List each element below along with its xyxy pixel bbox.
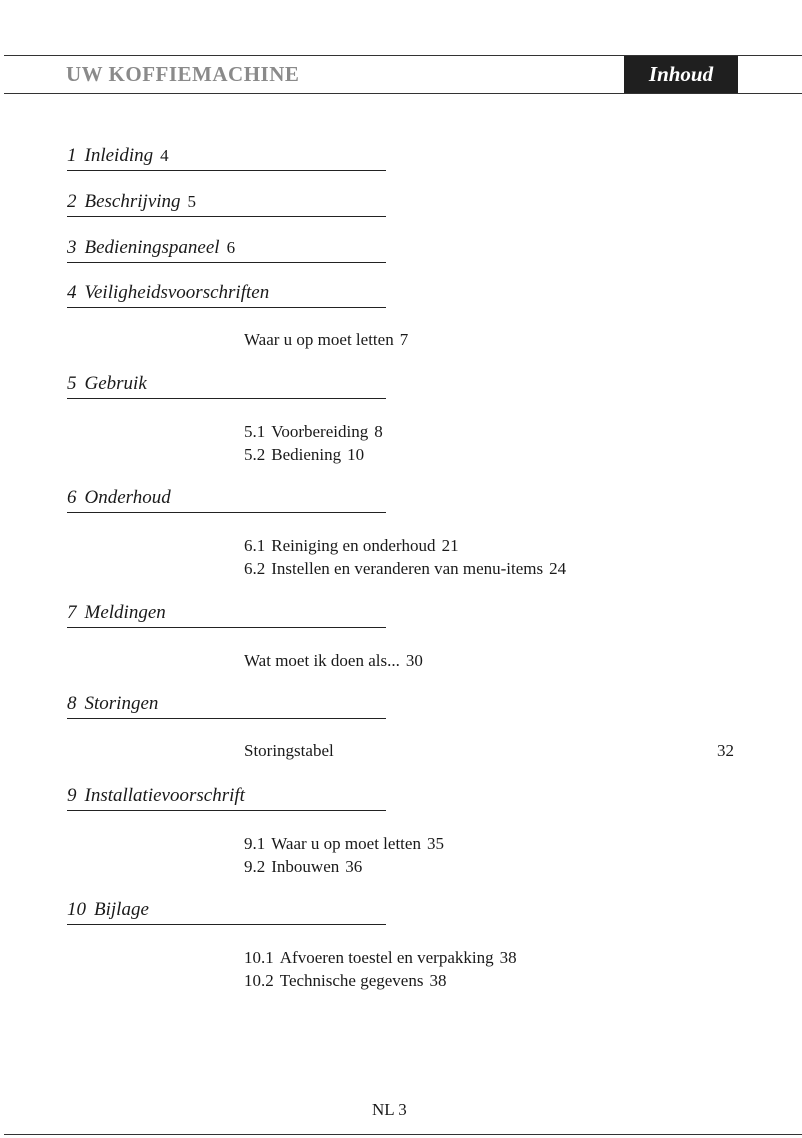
toc-section-5[interactable] <box>67 373 386 399</box>
toc-entry[interactable] <box>244 947 517 969</box>
toc-section-7[interactable] <box>67 602 386 628</box>
toc-section-3[interactable] <box>67 237 386 263</box>
toc-section-6[interactable] <box>67 487 386 513</box>
entry-page: 38 <box>429 971 447 990</box>
entry-number: 9.1 <box>244 834 266 853</box>
section-number: 2 <box>67 191 77 212</box>
entry-page: 36 <box>345 857 363 876</box>
entry-title: Wat moet ik doen als... <box>244 651 400 670</box>
entry-title: Reiniging en onderhoud <box>271 536 436 555</box>
toc-section-10[interactable] <box>67 899 386 925</box>
section-number: 6 <box>67 487 77 508</box>
entry-title: Inbouwen <box>271 857 340 876</box>
toc-section-8[interactable] <box>67 693 386 719</box>
section-page: 5 <box>187 192 197 211</box>
entry-title: Voorbereiding <box>271 422 369 441</box>
toc-section-4[interactable] <box>67 282 386 308</box>
section-title: Inleiding <box>84 145 154 166</box>
entry-number: 6.1 <box>244 536 266 555</box>
section-title: Bijlage <box>94 899 149 920</box>
entry-title: Technische gegevens <box>279 971 424 990</box>
toc-entry[interactable] <box>244 421 383 443</box>
section-title: Installatievoorschrift <box>84 785 245 806</box>
section-title: Beschrijving <box>84 191 181 212</box>
section-title: Bedieningspaneel <box>84 237 220 258</box>
section-number: 1 <box>67 145 77 166</box>
contents-tab: Inhoud <box>624 56 738 93</box>
entry-number: 5.2 <box>244 445 266 464</box>
section-number: 5 <box>67 373 77 394</box>
entry-page: 10 <box>347 445 365 464</box>
toc-entry[interactable] <box>244 444 364 466</box>
toc-entry[interactable] <box>244 329 408 351</box>
toc-entry[interactable] <box>244 856 362 878</box>
entry-page: 24 <box>549 559 567 578</box>
toc-section-2[interactable] <box>67 191 386 217</box>
entry-number: 6.2 <box>244 559 266 578</box>
entry-title: Bediening <box>271 445 342 464</box>
entry-number: 5.1 <box>244 422 266 441</box>
document-title: UW KOFFIEMACHINE <box>66 62 300 86</box>
toc-entry[interactable] <box>244 970 446 992</box>
page-number: NL 3 <box>372 1100 407 1119</box>
section-page: 6 <box>226 238 236 257</box>
section-number: 10 <box>67 899 86 920</box>
section-number: 9 <box>67 785 77 806</box>
entry-page: 7 <box>399 330 409 349</box>
toc-entry[interactable] <box>244 535 459 557</box>
entry-page: 8 <box>374 422 383 441</box>
footer-rule <box>4 1134 802 1135</box>
header-bottom-rule <box>4 93 802 94</box>
entry-title: Waar u op moet letten <box>244 330 394 349</box>
entry-page: 30 <box>405 651 423 670</box>
entry-page: 38 <box>499 948 517 967</box>
entry-number: 9.2 <box>244 857 266 876</box>
entry-title: Waar u op moet letten <box>271 834 421 853</box>
section-number: 3 <box>67 237 77 258</box>
entry-page: 21 <box>441 536 459 555</box>
section-title: Gebruik <box>84 373 147 394</box>
toc-entry[interactable] <box>244 650 423 672</box>
toc-section-1[interactable] <box>67 145 386 171</box>
entry-number: 10.1 <box>244 948 274 967</box>
entry-title: Storingstabel <box>244 741 334 760</box>
entry-number: 10.2 <box>244 971 274 990</box>
entry-title: Afvoeren toestel en verpakking <box>279 948 494 967</box>
section-title: Storingen <box>84 693 159 714</box>
toc-entry[interactable] <box>244 558 566 580</box>
toc-entry[interactable] <box>244 833 444 855</box>
section-title: Meldingen <box>84 602 166 623</box>
section-title: Onderhoud <box>84 487 171 508</box>
entry-page: 32 <box>717 741 734 760</box>
section-number: 8 <box>67 693 77 714</box>
toc-entry[interactable] <box>244 740 334 762</box>
section-number: 4 <box>67 282 77 303</box>
section-number: 7 <box>67 602 77 623</box>
entry-page: 35 <box>426 834 444 853</box>
section-title: Veiligheidsvoorschriften <box>84 282 270 303</box>
section-page: 4 <box>160 146 169 165</box>
toc-section-9[interactable] <box>67 785 386 811</box>
entry-title: Instellen en veranderen van menu-items <box>271 559 544 578</box>
